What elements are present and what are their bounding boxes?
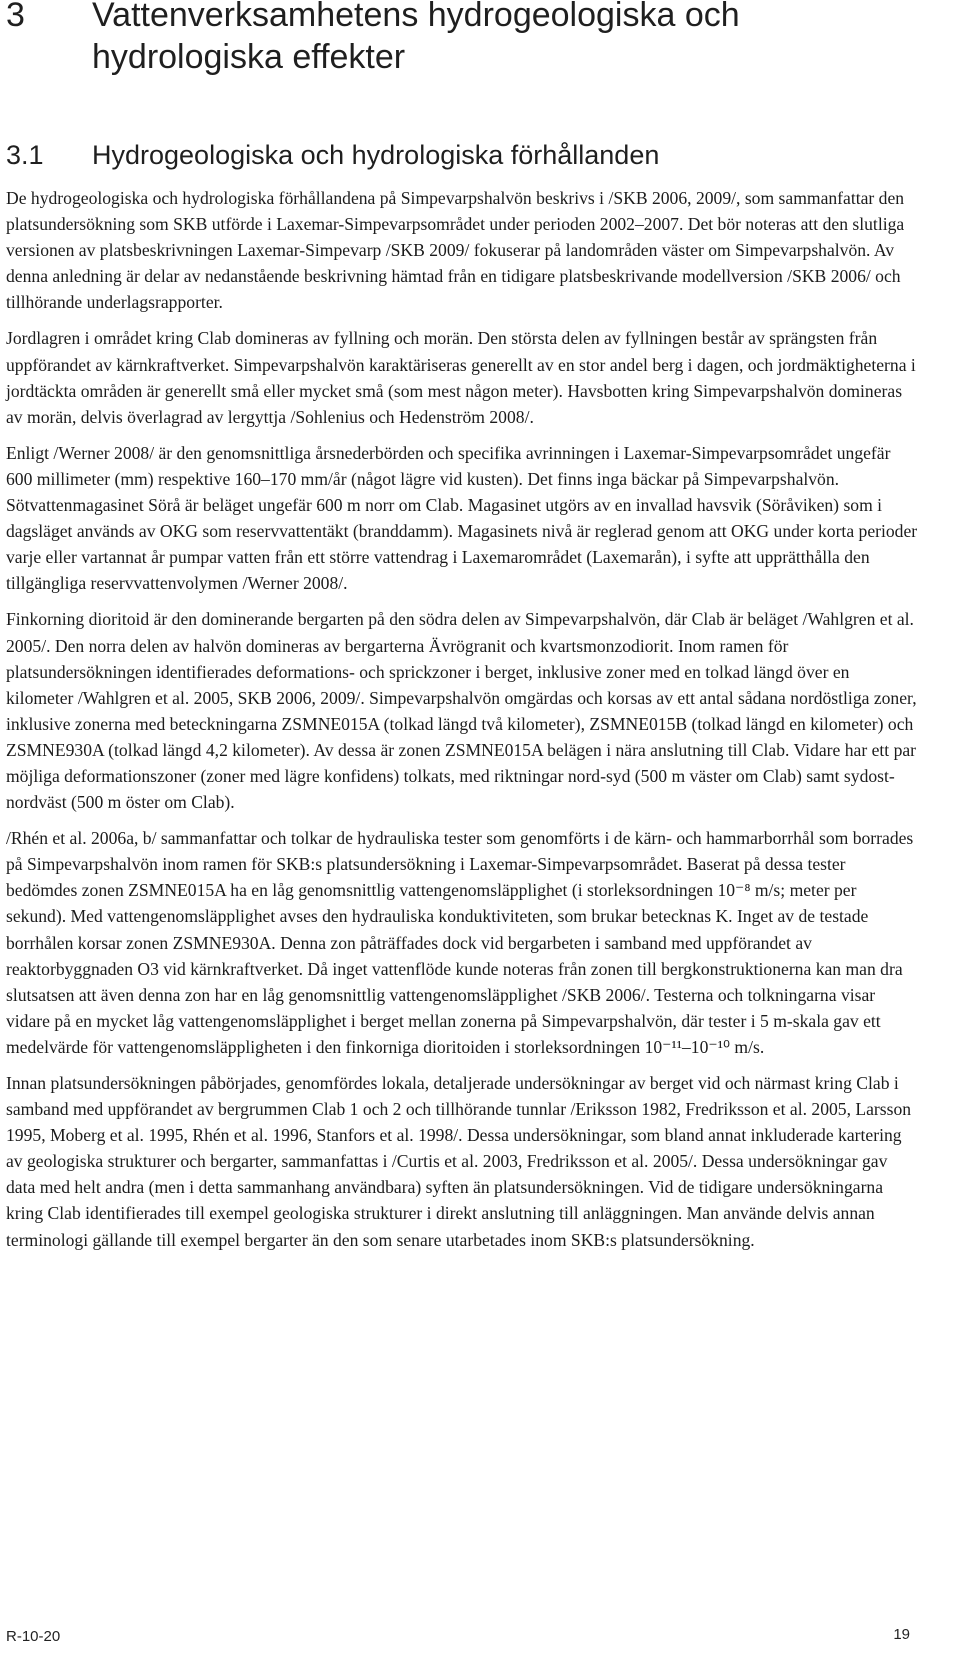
paragraph: De hydrogeologiska och hydrologiska förhållandena på Simpevarpshalvön beskrivs i /SKB 2006, 2009/, som sammanfattar den platsundersökning som SKB utförde i Laxemar-Simpevarpsområdet under perioden 2002–2007. Det bör noteras att den slutliga versionen av platsbeskrivningen Laxemar-Simpevarp /SKB 2009/ fokuserar på landområden väster om Simpevarpshalvön. Av denna anledning är delar av nedanstående beskrivning hämtad från en tidigare platsbeskrivande modellversion /SKB 2006/ och tillhörande underlagsrapporter. <box>6 188 905 313</box>
page-number: 19 <box>893 1626 910 1643</box>
paragraph: Enligt /Werner 2008/ är den genomsnittliga årsnederbörden och specifika avrinningen i Laxemar-Simpevarpsområdet ungefär 600 millimeter (mm) respektive 160–170 mm/år (något lägre vid kusten). Det finns inga bäckar på Simpevarpshalvön. Sötvattenmagasinet Sörå är beläget ungefär 600 m norr om Clab. Magasinet utgörs av en invallad havsvik (Söråviken) som i dagsläget används av OKG som reservvattentäkt (branddamm). Magasinets nivå är reglerad genom att OKG under korta perioder varje eller vartannat år pumpar vatten från ett större vattendrag i Laxemarområdet (Laxemarån), i syfte att upprätthålla den tillgängliga reservvattenvolymen /Werner 2008/. <box>6 442 918 594</box>
paragraph: Finkorning dioritoid är den dominerande bergarten på den södra delen av Simpevarpshalvön, där Clab är beläget /Wahlgren et al. 2005/. Den norra delen av halvön domineras av bergarterna Ävrögranit och kvartsmonzodiorit. Inom ramen för platsundersökningen identifierades deformations- och sprickzoner i berget, inklusive zoner med en tolkad längd över en kilometer /Wahlgren et al. 2005, SKB 2006, 2009/. Simpevarpshalvön omgärdas och korsas av ett antal sådana nordöstliga zoner, inklusive zonerna med beteckningarna ZSMNE015A (tolkad längd två kilometer), ZSMNE015B (tolkad längd en kilometer) och ZSMNE930A (tolkad längd 4,2 kilometer). Av dessa är zonen ZSMNE015A belägen i nära anslutning till Clab. Vidare har ett par möjliga deformationszoner (zoner med lägre konfidens) tolkats, med riktningar nord-syd (500 m väster om Clab) samt sydost-nordväst (500 m öster om Clab). <box>6 609 917 813</box>
section-title: Hydrogeologiska och hydrologiska förhållanden <box>92 140 660 170</box>
section-number: 3.1 <box>6 140 44 170</box>
body-text <box>6 185 918 1263</box>
paragraph: Jordlagren i området kring Clab domineras av fyllning och morän. Den största delen av fyllningen består av sprängsten från uppförandet av kärnkraftverket. Simpevarpshalvön karaktäriseras generellt av en stor andel berg i dagen, och jordmäktigheterna i jordtäckta områden är generellt små eller mycket små (som mest någon meter). Havsbotten kring Simpevarpshalvön domineras av morän, delvis överlagrad av lergyttja /Sohlenius och Hedenström 2008/. <box>6 328 916 427</box>
chapter-number: 3 <box>6 0 25 34</box>
report-id: R-10-20 <box>6 1628 61 1645</box>
chapter-title: Vattenverksamhetens hydrogeologiska och hydrologiska effekter <box>92 0 740 76</box>
paragraph: /Rhén et al. 2006a, b/ sammanfattar och tolkar de hydrauliska tester som genomförts i de kärn- och hammarborrhål som borrades på Simpevarpshalvön inom ramen för SKB:s platsundersökning i Laxemar-Simpevarpsområdet. Baserat på dessa tester bedömdes zonen ZSMNE015A ha en låg genomsnittlig vattengenomsläpplighet (i storleksordningen 10⁻⁸ m/s; meter per sekund). Med vattengenomsläpplighet avses den hydrauliska konduktiviteten, som brukar betecknas K. Inget av de testade borrhålen korsar zonen ZSMNE930A. Denna zon påträffades dock vid bergarbeten i samband med uppförandet av reaktorbyggnaden O3 vid kärnkraftverket. Då inget vattenflöde kunde noteras från zonen till bergkonstruktionerna kan man dra slutsatsen att även denna zon har en låg genomsnittlig vattengenomsläpplighet /SKB 2006/. Testerna och tolkningarna visar vidare på en mycket låg vattengenomsläpplighet i berget mellan zonerna på Simpevarpshalvön, där tester i 5 m-skala gav ett medelvärde för vattengenomsläppligheten i den finkorniga dioritoiden i storleksordningen 10⁻¹¹–10⁻¹⁰ m/s. <box>6 828 914 1057</box>
paragraph: Innan platsundersökningen påbörjades, genomfördes lokala, detaljerade undersökningar av berget vid och närmast kring Clab i samband med uppförandet av bergrummen Clab 1 och 2 och tillhörande tunnlar /Eriksson 1982, Fredriksson et al. 2005, Larsson 1995, Moberg et al. 1995, Rhén et al. 1996, Stanfors et al. 1998/. Dessa undersökningar, som bland annat inkluderade kartering av geologiska strukturer och bergarter, sammanfattas i /Curtis et al. 2003, Fredriksson et al. 2005/. Dessa undersökningar gav data med helt andra (men i detta sammanhang användbara) syften än platsundersökningen. Vid de tidigare undersökningarna kring Clab identifierades till exempel geologiska strukturer i direkt anslutning till anläggningen. Man använde delvis annan terminologi gällande till exempel bergarter än den som senare utarbetades inom SKB:s platsundersökning. <box>6 1073 912 1250</box>
section-heading <box>6 138 906 172</box>
chapter-heading <box>6 0 906 78</box>
